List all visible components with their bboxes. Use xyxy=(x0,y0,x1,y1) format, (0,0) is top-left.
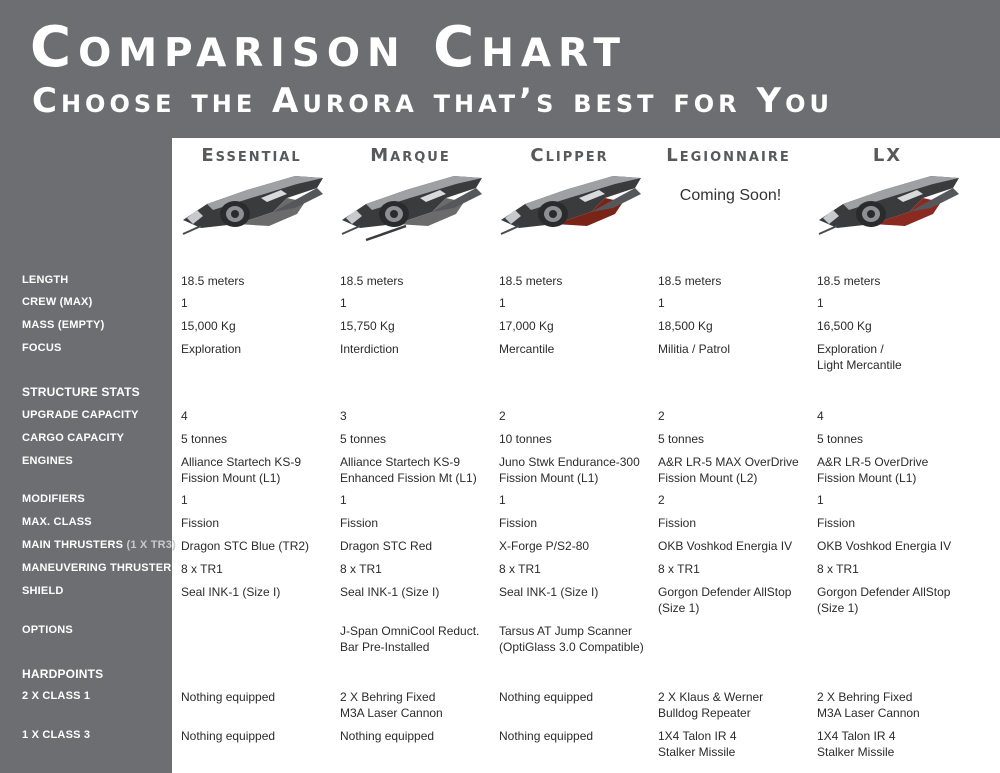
table-cell-modifiers xyxy=(499,492,656,508)
table-cell-main-thrusters xyxy=(817,538,974,554)
cell-line: Fission xyxy=(340,516,379,530)
cell-line: Seal INK-1 (Size I) xyxy=(340,585,440,599)
table-cell-engines xyxy=(340,454,497,486)
row-label-maneuvering xyxy=(22,561,179,575)
row-label-text: ENGINES xyxy=(22,455,73,467)
cell-line: 18,500 Kg xyxy=(658,319,713,333)
cell-line: 1 xyxy=(817,493,824,507)
table-cell-length xyxy=(658,273,815,289)
cell-line: Fission xyxy=(499,516,538,530)
table-cell-engines xyxy=(499,454,656,486)
cell-line: OKB Voshkod Energia IV xyxy=(817,539,952,553)
coming-soon-label: Coming Soon! xyxy=(679,187,782,204)
column-header-marque: Marque xyxy=(370,145,451,166)
table-cell-options xyxy=(340,623,497,655)
table-cell-maxclass xyxy=(181,515,338,531)
section-heading-structure-stats: STRUCTURE STATS xyxy=(22,385,140,399)
row-label-shield xyxy=(22,584,64,598)
cell-line: 5 tonnes xyxy=(340,432,387,446)
cell-line: 8 x TR1 xyxy=(658,562,700,576)
table-cell-engines xyxy=(658,454,815,486)
cell-line: 5 tonnes xyxy=(658,432,705,446)
cell-line: 2 X Klaus & Werner xyxy=(658,690,764,704)
row-label-text: MANEUVERING THRUSTERS xyxy=(22,562,179,574)
table-cell-engines xyxy=(181,454,338,486)
cell-line: 18.5 meters xyxy=(499,274,563,288)
column-header-legionnaire: Legionnaire xyxy=(666,145,791,166)
table-cell-maxclass xyxy=(340,515,497,531)
row-label-text: SHIELD xyxy=(22,585,64,597)
table-cell-maneuvering xyxy=(817,561,974,577)
column-header-clipper: Clipper xyxy=(530,145,609,166)
ship-part xyxy=(390,210,398,218)
row-label-text: FOCUS xyxy=(22,342,62,354)
cell-line: 5 tonnes xyxy=(181,432,228,446)
table-cell-class1 xyxy=(499,689,656,705)
cell-line: Nothing equipped xyxy=(181,690,276,704)
table-cell-shield xyxy=(340,584,497,600)
table-cell-engines xyxy=(817,454,974,486)
cell-line: Tarsus AT Jump Scanner xyxy=(499,624,632,638)
cell-line: 15,000 Kg xyxy=(181,319,236,333)
cell-line: 2 X Behring Fixed xyxy=(817,690,913,704)
row-label-text: 2 X CLASS 1 xyxy=(22,690,91,702)
cell-line: Stalker Missile xyxy=(817,745,895,759)
table-cell-cargo xyxy=(817,431,974,447)
ship-part xyxy=(867,210,875,218)
cell-line: Dragon STC Red xyxy=(340,539,433,553)
table-cell-maxclass xyxy=(499,515,656,531)
cell-line: 2 X Behring Fixed xyxy=(340,690,436,704)
column-header-lx: LX xyxy=(872,145,903,166)
cell-line: 8 x TR1 xyxy=(499,562,541,576)
cell-line: Seal INK-1 (Size I) xyxy=(181,585,281,599)
table-cell-crew xyxy=(181,295,338,311)
ship-part xyxy=(366,226,406,240)
table-cell-focus xyxy=(499,341,656,357)
table-cell-focus xyxy=(181,341,338,357)
row-label-main-thrusters xyxy=(22,538,176,552)
table-cell-main-thrusters xyxy=(658,538,815,554)
row-label-text: CREW (MAX) xyxy=(22,296,93,308)
cell-line: 2 xyxy=(499,409,506,423)
cell-line: 1X4 Talon IR 4 xyxy=(817,729,896,743)
table-cell-class1 xyxy=(340,689,497,721)
cell-line: Dragon STC Blue (TR2) xyxy=(181,539,310,553)
ship-part xyxy=(549,210,557,218)
cell-line: 4 xyxy=(181,409,188,423)
cell-line: Fission xyxy=(817,516,856,530)
table-cell-maneuvering xyxy=(181,561,338,577)
cell-line: Fission Mount (L2) xyxy=(658,471,758,485)
cell-line: Mercantile xyxy=(499,342,555,356)
cell-line: Juno Stwk Endurance-300 xyxy=(499,455,640,469)
cell-line: Interdiction xyxy=(340,342,399,356)
section-heading-hardpoints: HARDPOINTS xyxy=(22,667,104,681)
cell-line: Fission Mount (L1) xyxy=(817,471,917,485)
cell-line: Alliance Startech KS-9 xyxy=(181,455,302,469)
cell-line: 1 xyxy=(181,493,188,507)
table-cell-mass xyxy=(658,318,815,334)
table-cell-mass xyxy=(817,318,974,334)
row-label-text: CARGO CAPACITY xyxy=(22,432,125,444)
cell-line: Fission xyxy=(181,516,220,530)
cell-line: Gorgon Defender AllStop xyxy=(658,585,792,599)
cell-line: Light Mercantile xyxy=(817,358,902,372)
table-cell-crew xyxy=(658,295,815,311)
table-cell-class1 xyxy=(658,689,815,721)
table-cell-upgrade xyxy=(658,408,815,424)
ship-image xyxy=(813,168,963,243)
cell-line: 1 xyxy=(340,493,347,507)
table-cell-shield xyxy=(499,584,656,600)
table-cell-maxclass xyxy=(817,515,974,531)
row-label-cargo xyxy=(22,431,124,445)
cell-line: M3A Laser Cannon xyxy=(817,706,920,720)
cell-line: Stalker Missile xyxy=(658,745,736,759)
table-cell-mass xyxy=(340,318,497,334)
cell-line: A&R LR-5 OverDrive xyxy=(817,455,929,469)
ship-part xyxy=(231,210,239,218)
cell-line: Fission Mount (L1) xyxy=(499,471,599,485)
table-cell-crew xyxy=(499,295,656,311)
table-cell-class1 xyxy=(181,689,338,705)
cell-line: 1X4 Talon IR 4 xyxy=(658,729,737,743)
cell-line: 18.5 meters xyxy=(658,274,722,288)
table-cell-cargo xyxy=(658,431,815,447)
cell-line: 2 xyxy=(658,493,665,507)
table-cell-length xyxy=(340,273,497,289)
table-cell-focus xyxy=(658,341,815,357)
row-label-text: UPGRADE CAPACITY xyxy=(22,409,139,421)
table-cell-upgrade xyxy=(817,408,974,424)
table-cell-main-thrusters xyxy=(499,538,656,554)
table-cell-shield xyxy=(817,584,974,616)
cell-line: 4 xyxy=(817,409,824,423)
table-cell-upgrade xyxy=(181,408,338,424)
row-label-upgrade xyxy=(22,408,139,422)
cell-line: Nothing equipped xyxy=(499,690,594,704)
cell-line: 1 xyxy=(499,296,506,310)
table-cell-class3 xyxy=(340,728,497,744)
cell-line: 18.5 meters xyxy=(340,274,404,288)
row-label-note: (1 X TR3) xyxy=(123,539,176,551)
table-cell-shield xyxy=(658,584,815,616)
table-cell-maxclass xyxy=(658,515,815,531)
table-cell-cargo xyxy=(499,431,656,447)
table-cell-modifiers xyxy=(817,492,974,508)
table-cell-options xyxy=(499,623,656,655)
table-cell-cargo xyxy=(181,431,338,447)
row-label-text: 1 X CLASS 3 xyxy=(22,729,91,741)
cell-line: 3 xyxy=(340,409,347,423)
table-cell-crew xyxy=(340,295,497,311)
cell-line: Bulldog Repeater xyxy=(658,706,751,720)
row-label-text: OPTIONS xyxy=(22,624,73,636)
cell-line: (Size 1) xyxy=(658,601,700,615)
row-label-focus xyxy=(22,341,62,355)
cell-line: 1 xyxy=(340,296,347,310)
ship-image xyxy=(177,168,327,243)
cell-line: M3A Laser Cannon xyxy=(340,706,443,720)
ship-part xyxy=(183,226,201,234)
row-label-mass xyxy=(22,318,104,332)
cell-line: Fission Mount (L1) xyxy=(181,471,281,485)
cell-line: 2 xyxy=(658,409,665,423)
row-label-maxclass xyxy=(22,515,92,529)
table-cell-length xyxy=(181,273,338,289)
cell-line: Nothing equipped xyxy=(181,729,276,743)
row-label-text: MAX. CLASS xyxy=(22,516,92,528)
row-label-length xyxy=(22,273,68,287)
row-label-class1 xyxy=(22,689,90,703)
cell-line: 18.5 meters xyxy=(181,274,245,288)
table-cell-mass xyxy=(181,318,338,334)
table-cell-maneuvering xyxy=(340,561,497,577)
table-cell-main-thrusters xyxy=(181,538,338,554)
table-cell-modifiers xyxy=(340,492,497,508)
row-label-crew xyxy=(22,295,92,309)
table-cell-class3 xyxy=(658,728,815,760)
table-cell-class1 xyxy=(817,689,974,721)
cell-line: 8 x TR1 xyxy=(817,562,859,576)
table-cell-maneuvering xyxy=(658,561,815,577)
ship-part xyxy=(501,226,519,234)
cell-line: 18.5 meters xyxy=(817,274,881,288)
table-cell-upgrade xyxy=(499,408,656,424)
table-cell-length xyxy=(817,273,974,289)
table-cell-upgrade xyxy=(340,408,497,424)
cell-line: 15,750 Kg xyxy=(340,319,395,333)
ship-part xyxy=(819,226,837,234)
cell-line: Bar Pre-Installed xyxy=(340,640,430,654)
cell-line: (OptiGlass 3.0 Compatible) xyxy=(499,640,644,654)
table-cell-mass xyxy=(499,318,656,334)
cell-line: X-Forge P/S2-80 xyxy=(499,539,590,553)
column-header-essential: Essential xyxy=(201,145,302,166)
cell-line: OKB Voshkod Energia IV xyxy=(658,539,793,553)
table-cell-shield xyxy=(181,584,338,600)
cell-line: Fission xyxy=(658,516,697,530)
table-cell-length xyxy=(499,273,656,289)
ship-part xyxy=(342,226,360,234)
row-label-engines xyxy=(22,454,73,468)
cell-line: 8 x TR1 xyxy=(181,562,223,576)
cell-line: Exploration xyxy=(181,342,242,356)
cell-line: Exploration / xyxy=(817,342,884,356)
cell-line: Gorgon Defender AllStop xyxy=(817,585,951,599)
table-cell-focus xyxy=(340,341,497,357)
cell-line: Seal INK-1 (Size I) xyxy=(499,585,599,599)
table-cell-crew xyxy=(817,295,974,311)
cell-line: 1 xyxy=(817,296,824,310)
table-cell-main-thrusters xyxy=(340,538,497,554)
page-subtitle: Choose the Aurora that’s best for You xyxy=(32,81,834,121)
cell-line: J-Span OmniCool Reduct. xyxy=(340,624,480,638)
ship-image xyxy=(336,168,486,243)
row-label-class3 xyxy=(22,728,90,742)
row-label-text: MASS (EMPTY) xyxy=(22,319,105,331)
table-cell-class3 xyxy=(499,728,656,744)
row-label-text: MAIN THRUSTERS xyxy=(22,539,124,551)
cell-line: 1 xyxy=(658,296,665,310)
header-band xyxy=(0,0,1000,138)
cell-line: 8 x TR1 xyxy=(340,562,382,576)
row-label-text: MODIFIERS xyxy=(22,493,85,505)
cell-line: 1 xyxy=(499,493,506,507)
cell-line: Nothing equipped xyxy=(340,729,435,743)
table-cell-cargo xyxy=(340,431,497,447)
row-label-options xyxy=(22,623,73,637)
table-cell-class3 xyxy=(181,728,338,744)
table-cell-modifiers xyxy=(658,492,815,508)
row-label-modifiers xyxy=(22,492,85,506)
table-cell-maneuvering xyxy=(499,561,656,577)
page-title: Comparison Chart xyxy=(30,15,627,80)
table-cell-class3 xyxy=(817,728,974,760)
ship-image xyxy=(495,168,645,243)
cell-line: 16,500 Kg xyxy=(817,319,872,333)
cell-line: Militia / Patrol xyxy=(658,342,731,356)
cell-line: (Size 1) xyxy=(817,601,859,615)
cell-line: Enhanced Fission Mt (L1) xyxy=(340,471,477,485)
row-label-text: LENGTH xyxy=(22,274,69,286)
cell-line: A&R LR-5 MAX OverDrive xyxy=(658,455,799,469)
cell-line: 17,000 Kg xyxy=(499,319,554,333)
cell-line: 10 tonnes xyxy=(499,432,552,446)
table-cell-focus xyxy=(817,341,974,373)
cell-line: Alliance Startech KS-9 xyxy=(340,455,461,469)
cell-line: Nothing equipped xyxy=(499,729,594,743)
table-cell-modifiers xyxy=(181,492,338,508)
cell-line: 1 xyxy=(181,296,188,310)
cell-line: 5 tonnes xyxy=(817,432,864,446)
